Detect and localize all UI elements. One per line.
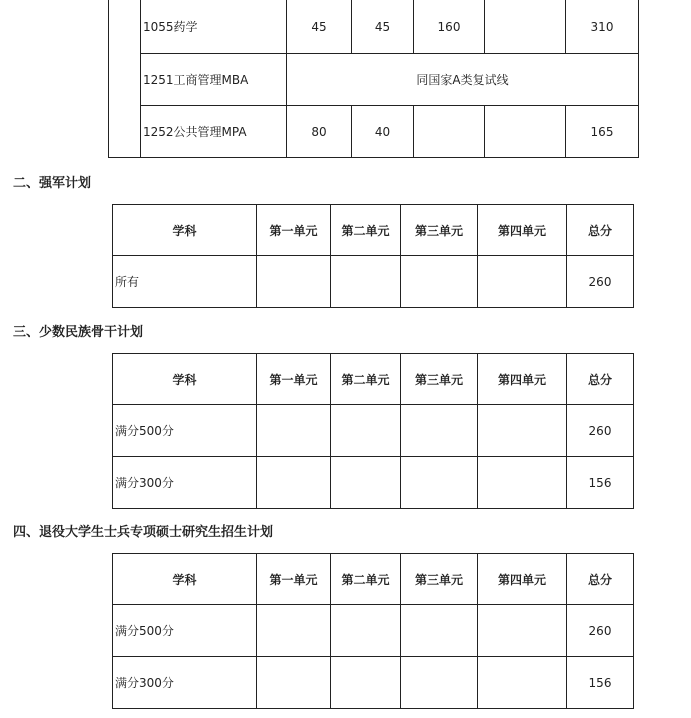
table-row — [109, 54, 639, 106]
header-unit4: 第四单元 — [478, 554, 567, 605]
header-unit2: 第二单元 — [331, 554, 401, 605]
subject-cell: 1252公共管理MPA — [141, 106, 287, 158]
section-heading: 四、退役大学生士兵专项硕士研究生招生计划 — [13, 525, 274, 540]
unit4-cell — [478, 657, 567, 709]
header-unit3: 第三单元 — [401, 205, 478, 256]
unit1-cell — [257, 457, 331, 509]
header-unit1: 第一单元 — [257, 205, 331, 256]
unit2-cell — [331, 405, 401, 457]
score-table-veteran — [112, 553, 634, 709]
unit2-cell: 40 — [352, 106, 414, 158]
unit4-cell — [478, 256, 567, 308]
total-cell: 156 — [567, 457, 634, 509]
unit2-cell — [331, 457, 401, 509]
header-total: 总分 — [567, 354, 634, 405]
unit1-cell — [257, 605, 331, 657]
unit3-cell — [414, 106, 485, 158]
score-table-main — [108, 0, 639, 158]
header-total: 总分 — [567, 205, 634, 256]
category-cell — [109, 0, 141, 158]
unit1-cell — [257, 405, 331, 457]
unit4-cell — [478, 405, 567, 457]
table-row — [113, 457, 634, 509]
score-table-minority — [112, 353, 634, 509]
table-row — [113, 605, 634, 657]
unit4-cell — [485, 106, 566, 158]
total-cell: 260 — [567, 256, 634, 308]
unit4-cell — [478, 457, 567, 509]
total-cell: 156 — [567, 657, 634, 709]
unit3-cell — [401, 605, 478, 657]
score-table-military — [112, 204, 634, 308]
header-unit1: 第一单元 — [257, 554, 331, 605]
subject-cell: 1251工商管理MBA — [141, 54, 287, 106]
merged-note-cell: 同国家A类复试线 — [287, 54, 639, 106]
table-row — [109, 106, 639, 158]
unit2-cell — [331, 657, 401, 709]
total-cell: 165 — [566, 106, 639, 158]
unit4-cell — [478, 605, 567, 657]
subject-cell: 满分500分 — [113, 605, 257, 657]
table-row — [113, 405, 634, 457]
total-cell: 260 — [567, 405, 634, 457]
header-unit2: 第二单元 — [331, 354, 401, 405]
header-unit3: 第三单元 — [401, 354, 478, 405]
unit2-cell — [331, 605, 401, 657]
unit1-cell — [257, 256, 331, 308]
unit1-cell: 45 — [287, 0, 352, 54]
header-unit1: 第一单元 — [257, 354, 331, 405]
header-total: 总分 — [567, 554, 634, 605]
unit3-cell — [401, 405, 478, 457]
unit3-cell — [401, 256, 478, 308]
header-unit3: 第三单元 — [401, 554, 478, 605]
unit4-cell — [485, 0, 566, 54]
unit1-cell — [257, 657, 331, 709]
header-subject: 学科 — [113, 554, 257, 605]
unit3-cell — [401, 457, 478, 509]
subject-cell: 1055药学 — [141, 0, 287, 54]
table-row — [113, 657, 634, 709]
table-row — [113, 256, 634, 308]
total-cell: 310 — [566, 0, 639, 54]
unit3-cell — [401, 657, 478, 709]
section-heading: 三、少数民族骨干计划 — [13, 325, 144, 340]
table-header-row — [113, 554, 634, 605]
header-subject: 学科 — [113, 354, 257, 405]
unit2-cell: 45 — [352, 0, 414, 54]
header-unit4: 第四单元 — [478, 354, 567, 405]
header-subject: 学科 — [113, 205, 257, 256]
total-cell: 260 — [567, 605, 634, 657]
table-row — [109, 0, 639, 54]
section-heading: 二、强军计划 — [13, 176, 92, 191]
unit3-cell: 160 — [414, 0, 485, 54]
unit2-cell — [331, 256, 401, 308]
unit1-cell: 80 — [287, 106, 352, 158]
header-unit2: 第二单元 — [331, 205, 401, 256]
table-header-row — [113, 354, 634, 405]
subject-cell: 满分300分 — [113, 657, 257, 709]
subject-cell: 满分500分 — [113, 405, 257, 457]
subject-cell: 满分300分 — [113, 457, 257, 509]
header-unit4: 第四单元 — [478, 205, 567, 256]
subject-cell: 所有 — [113, 256, 257, 308]
table-header-row — [113, 205, 634, 256]
